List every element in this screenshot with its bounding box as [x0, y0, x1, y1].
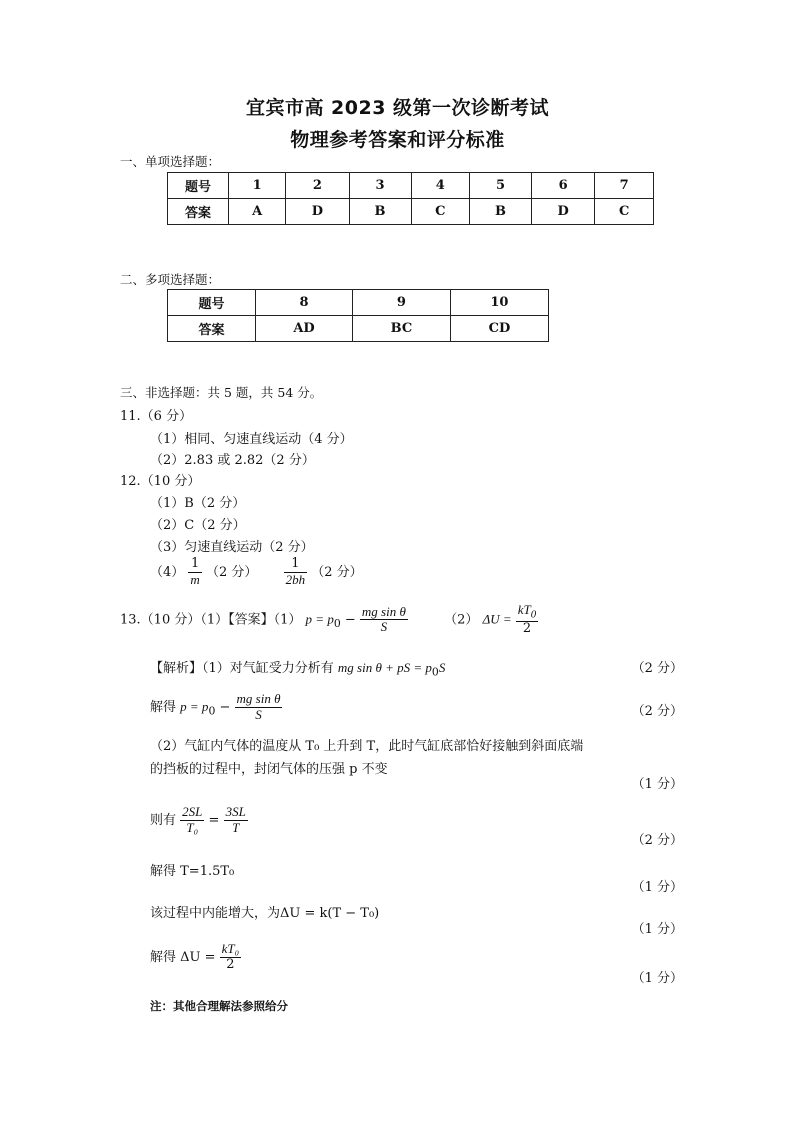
equation-text: S — [438, 660, 446, 675]
fraction-numerator — [516, 603, 538, 622]
score-badge: （1 分） — [631, 777, 683, 792]
table-cell: C — [595, 199, 654, 225]
q11-part2: （2）2.83 或 2.82（2 分） — [150, 453, 315, 468]
table-cell: C — [411, 199, 470, 225]
table-cell: D — [532, 199, 595, 225]
fraction-denominator: S — [255, 706, 262, 722]
table-cell: B — [470, 199, 532, 225]
score-badge: （2 分） — [631, 704, 683, 719]
solve-label: 解得 ΔU = — [150, 949, 216, 965]
q13-solve2-line: 解得 T=1.5T₀ — [150, 864, 235, 879]
page-title: 宜宾市高 2023 级第一次诊断考试 — [245, 97, 550, 119]
fraction-1-over-m — [188, 557, 201, 588]
q13-heading: 13.（10 分）（1）【答案】（1） — [120, 612, 302, 628]
analysis-label: 【解析】（1）对气缸受力分析有 — [150, 661, 334, 676]
q12-heading: 12.（10 分） — [120, 474, 201, 489]
table-cell: CD — [450, 316, 548, 342]
table-cell: 4 — [411, 173, 470, 199]
subscript: 0 — [431, 665, 439, 679]
table-cell: 3 — [349, 173, 411, 199]
q12-part1: （1）B（2 分） — [150, 496, 246, 511]
table-cell: B — [349, 199, 411, 225]
fraction-mgsin-over-S — [360, 605, 408, 636]
table-cell: 7 — [595, 173, 654, 199]
q11-part1: （1）相同、匀速直线运动（4 分） — [150, 432, 353, 447]
q13-answer2-label: （2） — [444, 612, 479, 628]
q13-part2-line1: （2）气缸内气体的温度从 T₀ 上升到 T，此时气缸底部恰好接触到斜面底端 — [150, 739, 584, 754]
q13-answer-line — [120, 603, 538, 637]
fraction-numerator: 1 — [284, 557, 308, 573]
score-badge: （2 分） — [631, 661, 683, 676]
q13-solve1-line — [150, 692, 282, 723]
fraction-numerator: 3SL — [225, 804, 246, 819]
equation-text: − — [219, 699, 231, 715]
fraction-mgsin-over-S — [235, 692, 283, 723]
table-row — [168, 199, 654, 225]
fraction-numerator: 1 — [188, 557, 201, 573]
table-cell: BC — [353, 316, 451, 342]
footnote: 注：其他合理解法参照给分 — [150, 999, 288, 1013]
table-cell: 答案 — [168, 316, 256, 342]
equation-text: − — [344, 612, 356, 628]
equation-text: = — [208, 812, 220, 828]
table-cell: 题号 — [168, 290, 256, 316]
table-cell: 6 — [532, 173, 595, 199]
score-badge: （1 分） — [631, 971, 683, 986]
equation-text: ΔU = — [482, 611, 512, 627]
page-subtitle: 物理参考答案和评分标准 — [290, 129, 505, 151]
fraction-3SL-over-T — [224, 805, 248, 836]
table-cell: A — [229, 199, 286, 225]
q11-heading: 11.（6 分） — [120, 409, 193, 424]
table-cell: AD — [256, 316, 353, 342]
q13-then-line — [150, 805, 248, 836]
numerator-text: kT — [517, 602, 531, 617]
fraction-1-over-2bh — [284, 557, 308, 588]
table-cell: 答案 — [168, 199, 229, 225]
fraction-denominator: 2 — [522, 621, 532, 637]
table-cell: 8 — [256, 290, 353, 316]
fraction-kT0-over-2 — [516, 603, 538, 637]
then-label: 则有 — [150, 812, 177, 828]
multi-choice-table — [167, 289, 549, 342]
subscript: 0 — [208, 704, 216, 718]
fraction-numerator: mg sin θ — [361, 603, 406, 619]
fraction-denominator: m — [190, 571, 200, 587]
table-cell: 题号 — [168, 173, 229, 199]
section-single-choice: 一、单项选择题： — [120, 154, 221, 169]
fraction-denominator: T — [232, 819, 240, 835]
q12-part2: （2）C（2 分） — [150, 518, 246, 533]
fraction-denominator: 2bh — [285, 571, 306, 587]
score-badge: （2 分） — [631, 833, 683, 848]
q13-analysis-line — [150, 657, 445, 679]
fraction-kT0-over-2 — [220, 942, 242, 973]
table-cell: 10 — [450, 290, 548, 316]
fraction-denominator: 2 — [226, 956, 235, 972]
fraction-denominator: T₀ — [186, 819, 199, 835]
q13-solve3-line — [150, 942, 241, 973]
q13-part2-line2: 的挡板的过程中，封闭气体的压强 p 不变 — [150, 762, 388, 777]
fraction-denominator: S — [380, 619, 388, 635]
score-badge: （1 分） — [631, 880, 683, 895]
table-row — [168, 316, 549, 342]
q12-part4-score1: （2 分） — [205, 564, 258, 580]
equation-text: p = p — [305, 611, 334, 627]
q12-part4-label: （4） — [150, 564, 185, 580]
table-row — [168, 290, 549, 316]
single-choice-table — [167, 172, 654, 225]
fraction-numerator: mg sin θ — [236, 691, 281, 706]
table-row — [168, 173, 654, 199]
q12-part4-score2: （2 分） — [311, 564, 363, 580]
fraction-numerator: 2SL — [182, 804, 203, 819]
q12-part4 — [150, 557, 363, 588]
section-multi-choice: 二、多项选择题： — [120, 272, 221, 287]
fraction-2SL-over-T0 — [180, 805, 204, 836]
score-badge: （1 分） — [631, 922, 683, 937]
table-cell: D — [286, 199, 349, 225]
solve-label: 解得 — [150, 699, 177, 715]
subscript: 0 — [530, 608, 537, 621]
section-non-choice: 三、非选择题：共 5 题，共 54 分。 — [120, 385, 323, 400]
table-cell: 2 — [286, 173, 349, 199]
fraction-numerator: kT₀ — [221, 941, 240, 956]
table-cell: 5 — [470, 173, 532, 199]
table-cell: 9 — [353, 290, 451, 316]
equation-text: mg sin θ + pS = p — [337, 660, 432, 675]
table-cell: 1 — [229, 173, 286, 199]
q12-part3: （3）匀速直线运动（2 分） — [150, 540, 314, 555]
q13-energy-line: 该过程中内能增大，为ΔU = k(T − T₀) — [150, 906, 380, 921]
equation-text: p = p — [180, 698, 209, 714]
subscript: 0 — [333, 617, 341, 631]
